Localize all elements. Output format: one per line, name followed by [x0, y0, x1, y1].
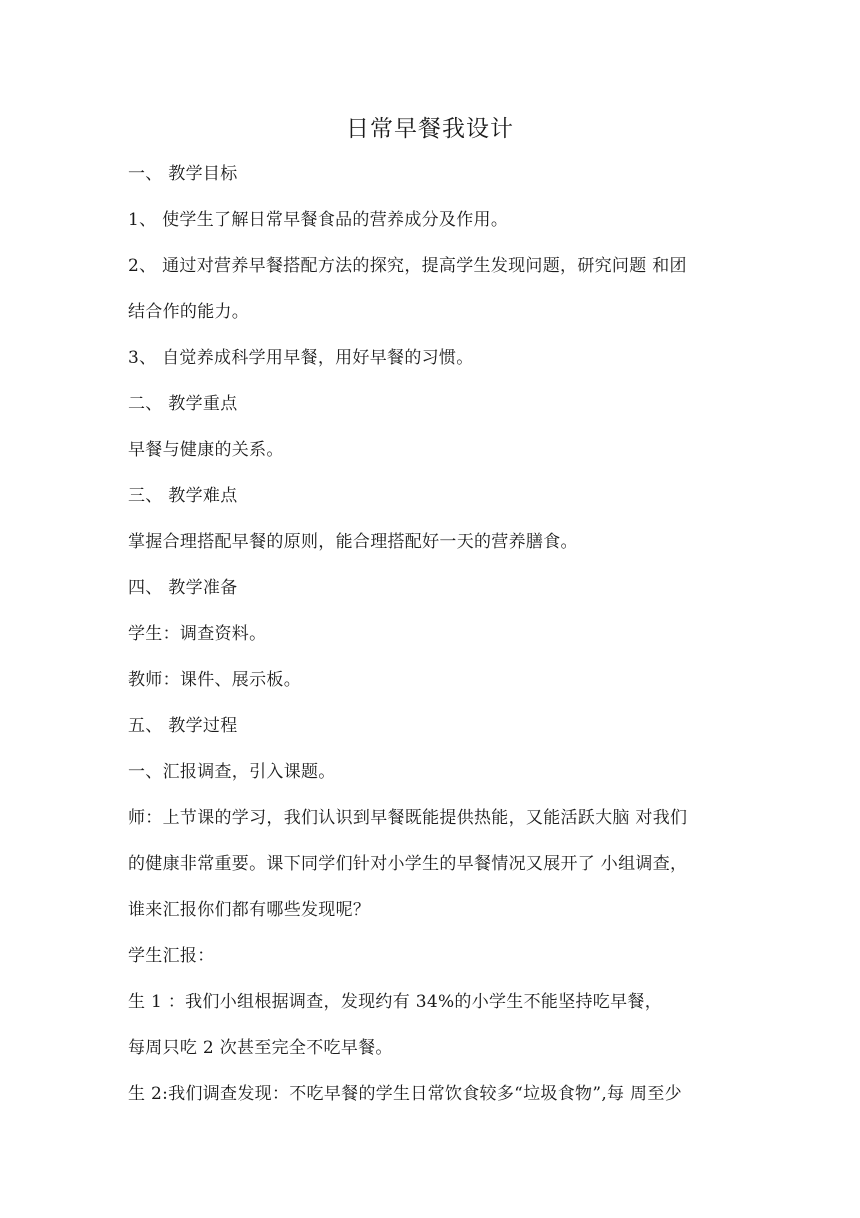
section-heading-preparation: 四、 教学准备: [128, 578, 238, 598]
key-point-text: 早餐与健康的关系。: [128, 440, 284, 460]
objective-3: 3、 自觉养成科学用早餐，用好早餐的习惯。: [128, 348, 474, 368]
difficulty-text: 掌握合理搭配早餐的原则，能合理搭配好一天的营养膳食。: [128, 532, 578, 552]
student-2-line-1: 生 2:我们调查发现：不吃早餐的学生日常饮食较多“垃圾食物”,每 周至少: [128, 1084, 682, 1104]
objective-1: 1、 使学生了解日常早餐食品的营养成分及作用。: [128, 210, 509, 230]
teacher-paragraph-line-1: 师：上节课的学习，我们认识到早餐既能提供热能，又能活跃大脑 对我们: [128, 808, 688, 828]
document-title: 日常早餐我设计: [346, 116, 514, 142]
teacher-paragraph-line-3: 谁来汇报你们都有哪些发现呢？: [128, 900, 371, 920]
section-heading-difficulties: 三、 教学难点: [128, 486, 238, 506]
section-heading-objectives: 一、 教学目标: [128, 164, 238, 184]
process-step-1: 一、汇报调查，引入课题。: [128, 762, 336, 782]
preparation-teacher: 教师：课件、展示板。: [128, 670, 301, 690]
student-1-line-2: 每周只吃 2 次甚至完全不吃早餐。: [128, 1038, 393, 1058]
objective-2: 2、 通过对营养早餐搭配方法的探究，提高学生发现问题，研究问题 和团: [128, 256, 687, 276]
section-heading-process: 五、 教学过程: [128, 716, 238, 736]
preparation-students: 学生：调查资料。: [128, 624, 267, 644]
teacher-paragraph-line-2: 的健康非常重要。课下同学们针对小学生的早餐情况又展开了 小组调查，: [128, 854, 688, 874]
section-heading-key-points: 二、 教学重点: [128, 394, 238, 414]
student-report-label: 学生汇报：: [128, 946, 215, 966]
objective-2-cont: 结合作的能力。: [128, 302, 250, 322]
student-1-line-1: 生 1 ：我们小组根据调查，发现约有 34%的小学生不能坚持吃早餐，: [128, 992, 663, 1012]
